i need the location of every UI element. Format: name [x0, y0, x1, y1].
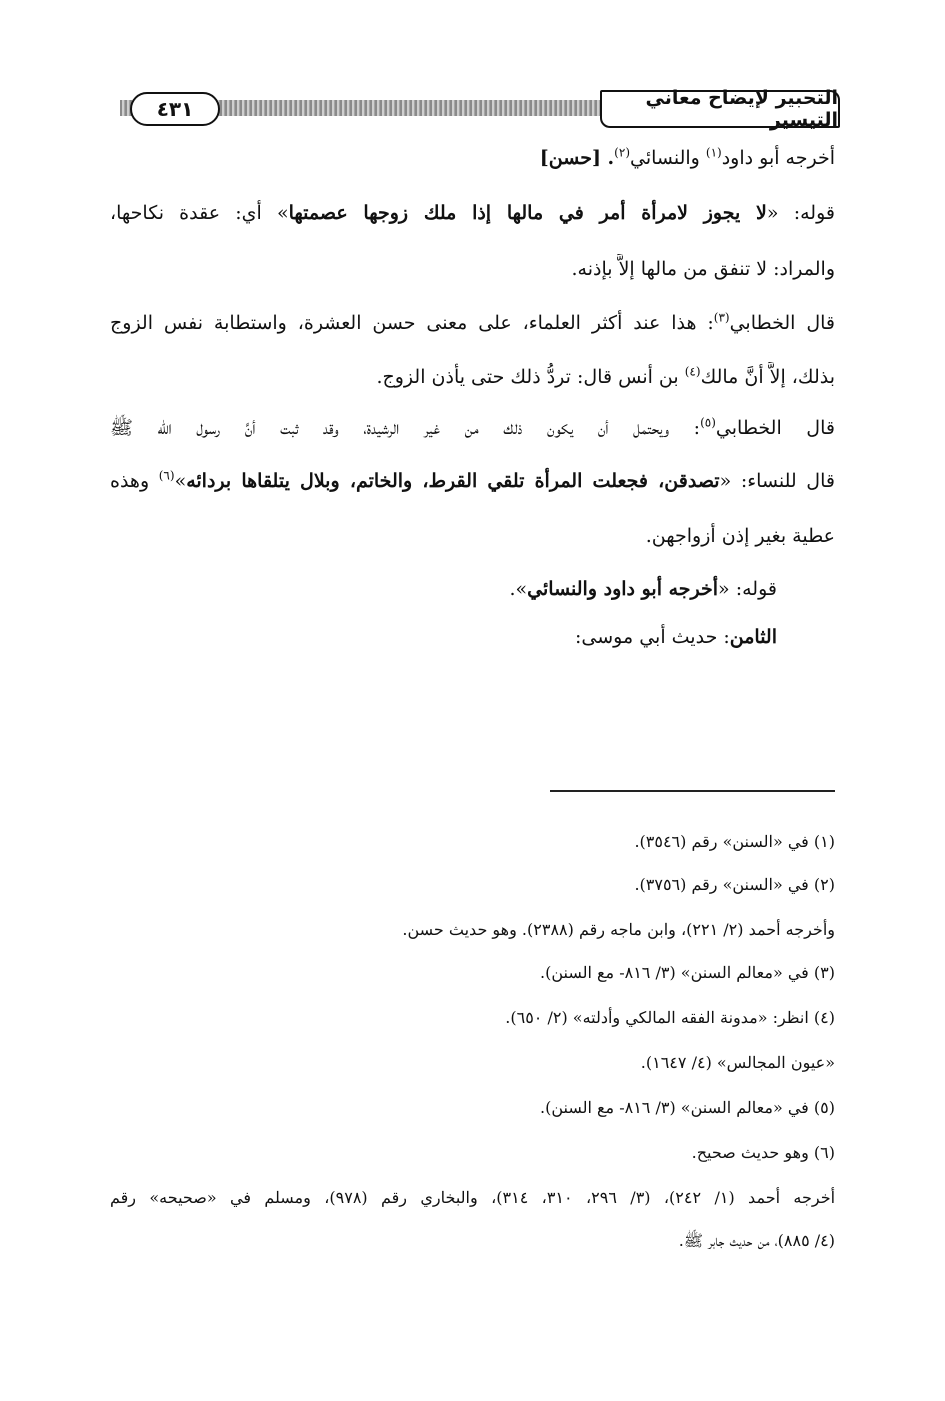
footnote-6-cont: أخرجه أحمد (١/ ٢٤٢)، (٣/ ٢٩٦، ٣١٠، ٣١٤)، والبخاري رقم (٩٧٨)، ومسلم في «صحيحه» رقم — [110, 1188, 835, 1207]
text-line-5: بذلك، إلاَّ أنَّ مالك$^{(٤)}$ بن أنس قال: تردُّ ذلك حتى يأذن الزوج. — [376, 364, 835, 388]
text-line-4: قال الخطابي$^{(٣)}$: هذا عند أكثر العلماء، على معنى حسن العشرة، واستطابة نفس الزوج — [110, 310, 835, 334]
footnote-5: (٥) في «معالم السنن» (٣/ ٨١٦- مع السنن). — [540, 1098, 835, 1117]
footnote-ref-3[interactable]: (٣) — [713, 310, 730, 325]
text-line-9: قوله: «أخرجه أبو داود والنسائي». — [509, 578, 777, 600]
footnote-6: (٦) وهو حديث صحيح. — [691, 1143, 835, 1162]
text-line-3: والمراد: لا تنفق من مالها إلاَّ بإذنه. — [571, 258, 835, 280]
footnote-ref-6[interactable]: (٦) — [158, 468, 175, 483]
footnote-ref-1[interactable]: (١) — [705, 145, 722, 160]
text-line-8: عطية بغير إذن أزواجهن. — [645, 525, 835, 547]
hadith-grade: . [حسن] — [539, 147, 615, 169]
footnote-6-cont-2: (٤/ ٨٨٥)، من حديث جابر ﷺ. — [678, 1231, 835, 1250]
footnote-ref-4[interactable]: (٤) — [684, 364, 701, 379]
text-line-6: قال الخطابي$^{(٥)}$: ويحتمل أن يكون ذلك من غير الرشيدة، وقد ثبت أنَّ رسول الله ﷺ — [110, 415, 835, 439]
footnote-1: (١) في «السنن» رقم (٣٥٤٦). — [634, 832, 835, 851]
book-title: التحبير لإيضاح معاني التيسير — [600, 90, 840, 128]
footnote-ref-5[interactable]: (٥) — [700, 415, 716, 430]
footnote-separator — [550, 790, 835, 792]
footnote-4: (٤) انظر: «مدونة الفقه المالكي وأدلته» (٢/ ٦٥٠). — [505, 1008, 835, 1027]
footnote-2: (٢) في «السنن» رقم (٣٧٥٦). — [634, 875, 835, 894]
footnote-3: (٣) في «معالم السنن» (٣/ ٨١٦- مع السنن). — [540, 963, 835, 982]
section-heading: الثامن: حديث أبي موسى: — [575, 626, 777, 648]
text-line-2: قوله: «لا يجوز لامرأة أمر في مالها إذا ملك زوجها عصمتها» أي: عقدة نكاحها، — [110, 202, 835, 224]
text-line-7: قال للنساء: «تصدقن، فجعلت المرأة تلقي القرط، والخاتم، وبلال يتلقاها بردائه»$^{(٦)}$ وهذه — [110, 468, 835, 492]
page-number: ٤٣١ — [130, 92, 220, 126]
footnote-2-cont: وأخرجه أحمد (٢/ ٢٢١)، وابن ماجه رقم (٢٣٨٨). وهو حديث حسن. — [402, 920, 835, 939]
text-line-1: أخرجه أبو داود$^{(١)}$ والنسائي$^{(٢)}$. [حسن] — [539, 145, 835, 169]
footnote-ref-2[interactable]: (٢) — [614, 145, 630, 160]
quoted-hadith: لا يجوز لامرأة أمر في مالها إذا ملك زوجها عصمتها — [288, 202, 767, 224]
quoted-hadith-2: تصدقن، فجعلت المرأة تلقي القرط، والخاتم، وبلال يتلقاها بردائه — [186, 470, 720, 492]
running-header — [110, 87, 840, 136]
footnote-4-cont: «عيون المجالس» (٤/ ١٦٤٧). — [640, 1053, 835, 1072]
